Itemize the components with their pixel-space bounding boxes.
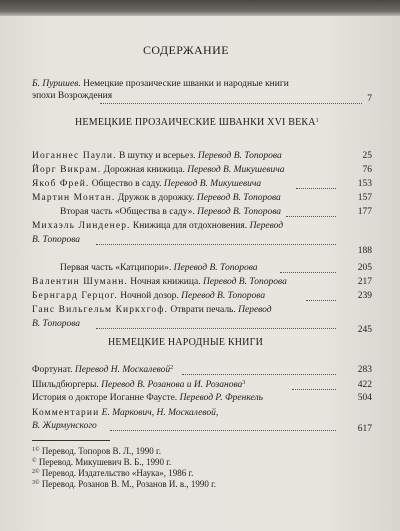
toc-entry: Мартин Монтан. Дружок в дорожку. Перевод В. Топорова xyxy=(32,193,281,203)
toc-entry-comments: Комментарии Е. Маркович, Н. Москалевой, xyxy=(32,408,219,418)
toc-entry-continued: В. Топорова xyxy=(32,235,81,245)
toc-entry-page: 188 xyxy=(357,246,372,256)
toc-entry: Якоб Фрей. Общество в саду. Перевод В. Микушевича xyxy=(32,179,262,189)
leader-dots xyxy=(100,103,362,104)
leader-dots xyxy=(96,328,336,329)
intro-author: Б. Пуришев. xyxy=(32,79,81,89)
footnote: © Перевод. Микушевич В. Б., 1990 г. xyxy=(32,457,172,467)
toc-entry: Первая часть «Катципори». Перевод В. Топорова xyxy=(60,263,258,273)
toc-entry-page: 76 xyxy=(362,165,372,175)
intro-page: 7 xyxy=(367,94,372,104)
leader-dots xyxy=(296,188,336,189)
toc-entry: Вторая часть «Общества в саду». Перевод В. Топорова xyxy=(60,207,282,217)
section-heading-folk-books: НЕМЕЦКИЕ НАРОДНЫЕ КНИГИ xyxy=(108,337,263,348)
leader-dots xyxy=(96,244,336,245)
toc-entry-page: 422 xyxy=(357,380,372,390)
toc-entry: Йорг Викрам. Дорожная книжица. Перевод В. Микушевича xyxy=(32,165,285,175)
leader-dots xyxy=(292,389,336,390)
toc-entry: Бернгард Герцог. Ночной дозор. Перевод В. Топорова xyxy=(32,291,266,301)
toc-entry: Валентин Шуманн. Ночная книжица. Перевод В. Топорова xyxy=(32,277,287,287)
footnote-rule xyxy=(32,440,110,441)
intro-title: Немецкие прозаические шванки и народные книги xyxy=(83,79,289,89)
leader-dots xyxy=(286,216,336,217)
toc-entry-page: 217 xyxy=(357,277,372,287)
intro-line-2: эпохи Возрождения xyxy=(32,91,113,101)
toc-entry: История о докторе Иоганне Фаусте. Перевод Р. Френкель xyxy=(32,393,263,403)
toc-entry: Шильдбюргеры. Перевод В. Розанова и И. Розанова$^3$ xyxy=(32,380,246,390)
toc-entry: Фортунат. Перевод Н. Москалевой$^2$ xyxy=(32,365,174,375)
toc-entry-page: 283 xyxy=(357,365,372,375)
toc-entry-page: 153 xyxy=(357,179,372,189)
footnote: $^{3©}$ Перевод. Розанов В. М., Розанов И. в., 1990 г. xyxy=(32,479,217,489)
page-title: СОДЕРЖАНИЕ xyxy=(143,43,229,57)
toc-entry-page: 205 xyxy=(357,263,372,273)
toc-entry-page: 239 xyxy=(357,291,372,301)
leader-dots xyxy=(110,430,336,431)
toc-entry-page: 245 xyxy=(357,325,372,335)
footnote: $^{1©}$ Перевод. Топоров В. Л., 1990 г. xyxy=(32,446,161,456)
toc-entry-page: 157 xyxy=(357,193,372,203)
intro-line-1 xyxy=(32,79,289,90)
toc-entry-page: 177 xyxy=(357,207,372,217)
book-top-edge xyxy=(0,0,400,16)
footnote: $^{2©}$ Перевод. Издательство «Наука», 1986 г. xyxy=(32,468,194,478)
leader-dots xyxy=(182,374,336,375)
toc-entry: Ганс Вильгельм Киркхгоф. Отврати печаль. Перевод xyxy=(32,305,272,315)
toc-entry-continued: В. Жирмунского xyxy=(32,421,97,431)
toc-entry-continued: В. Топорова xyxy=(32,319,81,329)
toc-entry-page: 617 xyxy=(357,424,372,434)
section-heading-shvanki: НЕМЕЦКИЕ ПРОЗАИЧЕСКИЕ ШВАНКИ XVI ВЕКА$^1$ xyxy=(75,117,319,128)
toc-entry: Михаэль Линденер. Книжица для отдохновения. Перевод xyxy=(32,221,284,231)
toc-entry: Иоганнес Паули. В шутку и всерьез. Перевод В. Топорова xyxy=(32,151,282,161)
leader-dots xyxy=(280,272,336,273)
toc-entry-page: 504 xyxy=(357,393,372,403)
toc-entry-page: 25 xyxy=(362,151,372,161)
